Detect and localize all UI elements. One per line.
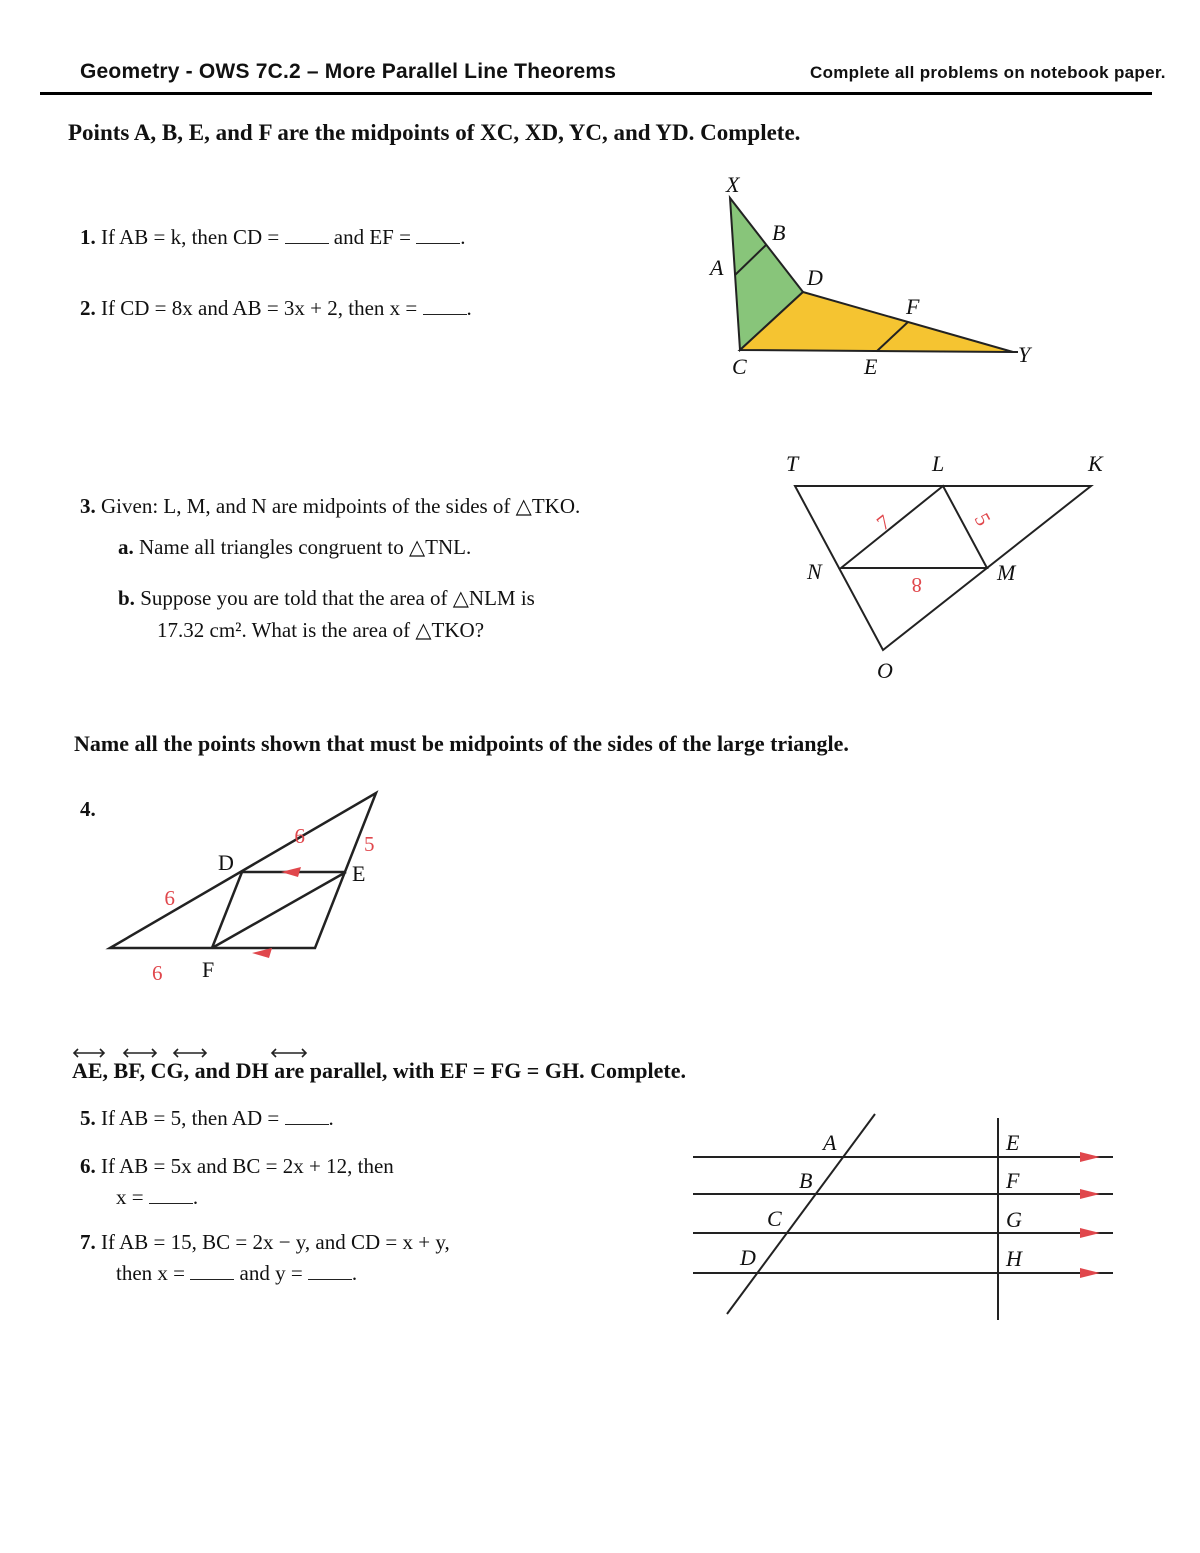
problem-7-line2a: then x = — [116, 1261, 185, 1285]
label-e: E — [352, 861, 366, 886]
label-c: C — [732, 354, 747, 379]
problem-6-number: 6. — [80, 1154, 96, 1178]
problem-4-number: 4. — [80, 797, 96, 821]
parallel-arrow — [1080, 1152, 1100, 1162]
label-f: F — [202, 957, 215, 982]
problem-6-line2: x = . — [116, 1185, 199, 1209]
label-c: C — [767, 1206, 782, 1231]
label-a: A — [710, 255, 724, 280]
problem-3a-label: a. — [118, 535, 134, 559]
length-nl: 7 — [871, 509, 895, 536]
problem-2-number: 2. — [80, 296, 96, 320]
problem-5: 5. If AB = 5, then AD = . — [80, 1106, 334, 1130]
problem-1-text-b: and EF = — [333, 225, 411, 249]
section1-instruction: Points A, B, E, and F are the midpoints of XC, XD, YC, and YD. Complete. — [68, 120, 801, 145]
problem-6-line2-text: x = — [116, 1185, 144, 1209]
label-e: E — [1006, 1130, 1020, 1155]
problem-1: 1. If AB = k, then CD = and EF = . — [80, 225, 466, 249]
problem-5-number: 5. — [80, 1106, 96, 1130]
section3-instruction: Name all the points shown that must be midpoints of the sides of the large triangle. — [74, 731, 849, 756]
length-left: 9 — [164, 886, 175, 910]
label-x: X — [726, 172, 740, 197]
problem-5-text: If AB = 5, then AD = — [101, 1106, 280, 1130]
problem-7-number: 7. — [80, 1230, 96, 1254]
label-m: M — [997, 560, 1016, 585]
label-l: L — [932, 451, 945, 476]
worksheet-note: Complete all problems on notebook paper. — [810, 63, 1166, 82]
problem-7-text: If AB = 15, BC = 2x − y, and CD = x + y, — [101, 1230, 450, 1254]
length-nm: 8 — [911, 573, 922, 597]
problem-3a-text: Name all triangles congruent to △TNL. — [139, 535, 472, 559]
parallel-arrow — [1080, 1228, 1100, 1238]
worksheet-title: Geometry - OWS 7C.2 – More Parallel Line Theorems — [80, 60, 617, 83]
problem-2: 2. If CD = 8x and AB = 3x + 2, then x = . — [80, 296, 472, 320]
label-d: D — [218, 850, 234, 875]
label-a: A — [823, 1130, 837, 1155]
parallel-arrow — [1080, 1268, 1100, 1278]
problem-2-text: If CD = 8x and AB = 3x + 2, then x = — [101, 296, 418, 320]
label-h: H — [1006, 1246, 1022, 1271]
problem-3b-line1: Suppose you are told that the area of △NLM is — [140, 586, 535, 610]
problem-3b-label: b. — [118, 586, 135, 610]
label-n: N — [807, 559, 822, 584]
label-y: Y — [1018, 342, 1031, 367]
problem-3-given-text: Given: L, M, and N are midpoints of the sides of △TKO. — [101, 494, 581, 518]
length-right: 5 — [364, 832, 375, 856]
label-g: G — [1006, 1207, 1022, 1232]
section4-instruction: AE, BF, CG, and DH are parallel, with EF = FG = GH. Complete. — [72, 1058, 686, 1083]
problem-3b-line2: 17.32 cm². What is the area of △TKO? — [157, 618, 485, 642]
label-b: B — [799, 1168, 813, 1193]
problem-3-number: 3. — [80, 494, 96, 518]
label-f: F — [906, 294, 920, 319]
problem-6-text: If AB = 5x and BC = 2x + 12, then — [101, 1154, 394, 1178]
label-d: D — [807, 265, 823, 290]
problem-1-number: 1. — [80, 225, 96, 249]
problem-7-line2b: and y = — [239, 1261, 303, 1285]
label-t: T — [786, 451, 799, 476]
parallel-arrow — [1080, 1189, 1100, 1199]
label-o: O — [877, 658, 893, 683]
length-top: 9 — [294, 824, 305, 848]
label-k: K — [1088, 451, 1103, 476]
label-e: E — [864, 354, 878, 379]
transversal-abcd — [727, 1114, 875, 1314]
label-b: B — [772, 220, 786, 245]
length-lm: 5 — [969, 509, 996, 530]
length-base: 6 — [152, 961, 163, 985]
problem-7-line2: then x = and y = . — [116, 1261, 358, 1285]
label-f: F — [1006, 1168, 1020, 1193]
problem-1-text-a: If AB = k, then CD = — [101, 225, 280, 249]
label-d: D — [740, 1245, 756, 1270]
